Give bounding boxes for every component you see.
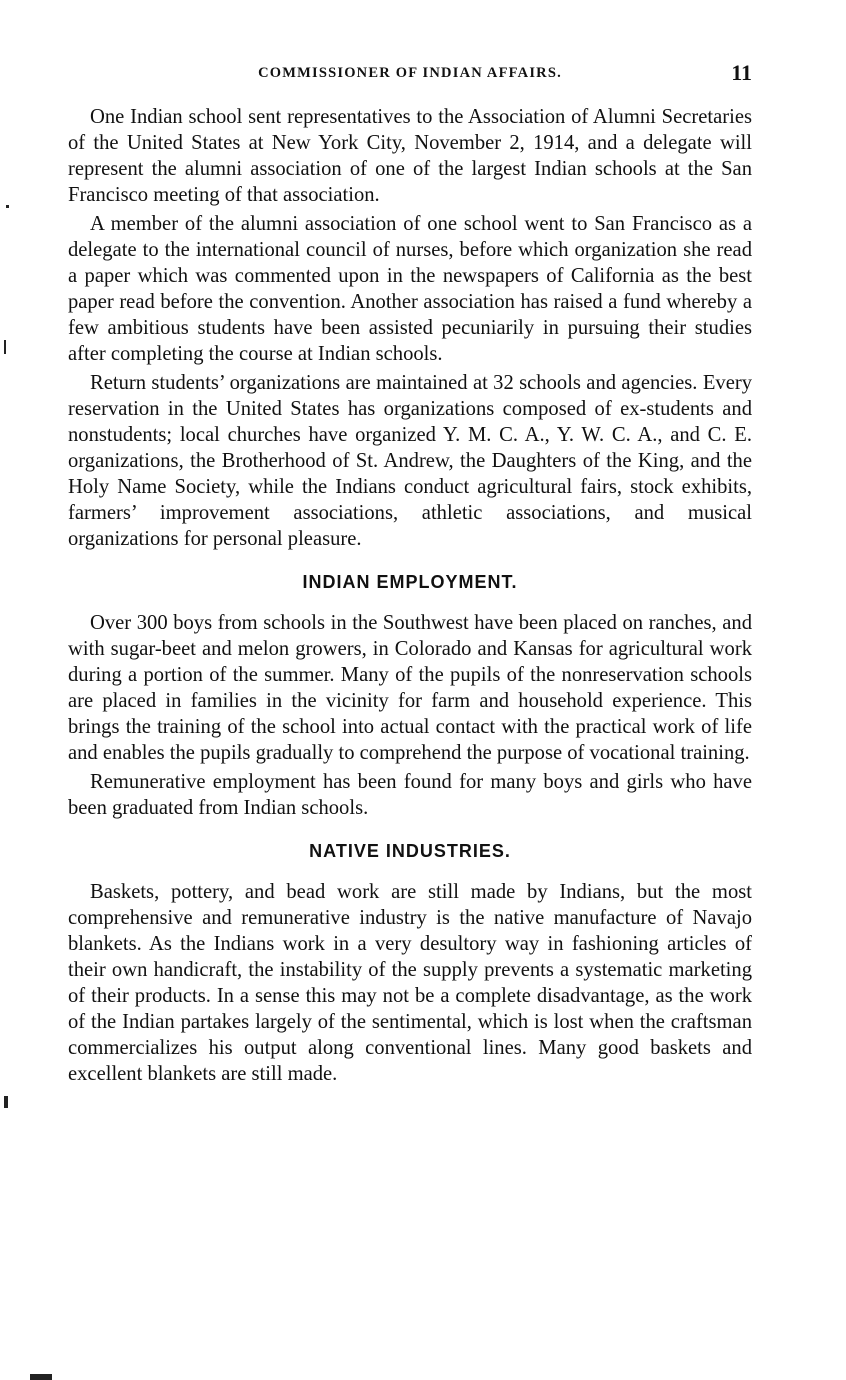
paragraph-nurses-council: A member of the alumni association of one school went to San Francisco as a delegate to the international council of nurses, before which organization she read a paper which was commented upon in the newspapers of California as the best paper read before the convention. Another association has raised a fund whereby a few ambitious students have been assisted pecuniarily in pursuing their studies after completing the course at Indian schools. [68, 213, 752, 365]
body-text [68, 104, 752, 1090]
heading-indian-employment: INDIAN EMPLOYMENT. [302, 572, 518, 592]
scan-mark [30, 1374, 52, 1380]
paragraph-remunerative-employment: Remunerative employment has been found for many boys and girls who have been graduated from Indian schools. [68, 771, 752, 819]
heading-native-industries: NATIVE INDUSTRIES. [309, 841, 511, 861]
paragraph-boys-placed: Over 300 boys from schools in the Southwest have been placed on ranches, and with sugar-beet and melon growers, in Colorado and Kansas for agricultural work during a portion of the summer. Many of the pupils of the nonreservation schools are placed in families in the vicinity for farm and household experience. This brings the training of the school into actual contact with the practical work of life and enables the pupils gradually to comprehend the purpose of vocational training. [68, 612, 752, 764]
scan-mark [6, 205, 9, 208]
running-title: COMMISSIONER OF INDIAN AFFAIRS. [258, 65, 562, 81]
running-head [68, 62, 752, 84]
scan-mark [4, 340, 6, 354]
paragraph-baskets-blankets: Baskets, pottery, and bead work are still made by Indians, but the most comprehensive and remunerative industry is the native manufacture of Navajo blankets. As the Indians work in a very desultory way in fashioning articles of their own handicraft, the instability of the supply prevents a systematic marketing of their products. In a sense this may not be a complete disadvantage, as the work of the Indian partakes largely of the sentimental, which is lost when the craftsman commercializes his output along conventional lines. Many good baskets and excellent blankets are still made. [68, 881, 752, 1085]
scan-mark [4, 1096, 8, 1108]
paragraph-alumni-secretaries: One Indian school sent representatives to the Association of Alumni Secretaries of the United States at New York City, November 2, 1914, and a delegate will represent the alumni association of one of the largest Indian schools at the San Francisco meeting of that association. [68, 106, 752, 206]
paragraph-return-students: Return students’ organizations are maintained at 32 schools and agencies. Every reservation in the United States has organizations composed of ex-students and nonstudents; local churches have organized Y. M. C. A., Y. W. C. A., and C. E. organizations, the Brotherhood of St. Andrew, the Daughters of the King, and the Holy Name Society, while the Indians conduct agricultural fairs, stock exhibits, farmers’ improvement associations, athletic associations, and musical organizations for personal pleasure. [68, 372, 752, 550]
page-number: 11 [731, 60, 752, 85]
